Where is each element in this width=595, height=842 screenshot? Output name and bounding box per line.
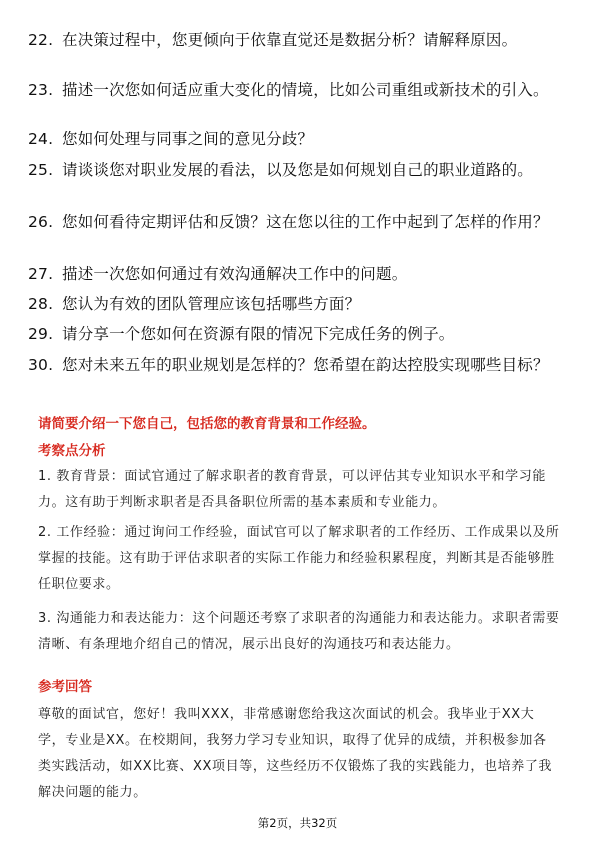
analysis-heading: 考察点分析 [38, 443, 106, 459]
analysis-point-2: 2. 工作经验：通过询问工作经验，面试官可以了解求职者的工作经历、工作成果以及所掌握的技能。这有助于评估求职者的实际工作能力和经验积累程度，判断其是否能够胜任职位要求。 [38, 525, 560, 592]
analysis-point-3: 3. 沟通能力和表达能力：这个问题还考察了求职者的沟通能力和表达能力。求职者需要清晰、有条理地介绍自己的情况，展示出良好的沟通技巧和表达能力。 [38, 611, 560, 652]
question-number: 30. [28, 356, 54, 374]
question-28 [28, 292, 568, 316]
question-23 [28, 78, 568, 102]
question-number: 23. [28, 81, 54, 99]
question-27 [28, 262, 568, 286]
question-22 [28, 28, 568, 52]
question-number: 22. [28, 31, 54, 49]
question-text: 描述一次您如何通过有效沟通解决工作中的问题。 [62, 265, 408, 283]
page-footer: 第2页，共32页 [257, 816, 338, 830]
question-text: 请分享一个您如何在资源有限的情况下完成任务的例子。 [62, 325, 455, 343]
question-number: 27. [28, 265, 54, 283]
analysis-point-1: 1. 教育背景：面试官通过了解求职者的教育背景，可以评估其专业知识水平和学习能力。这有助于判断求职者是否具备职位所需的基本素质和专业能力。 [38, 469, 546, 510]
question-number: 29. [28, 325, 54, 343]
answer-text: 尊敬的面试官，您好！我叫XXX，非常感谢您给我这次面试的机会。我毕业于XX大学，专业是XX。在校期间，我努力学习专业知识，取得了优异的成绩，并积极参加各类实践活动，如XX比赛、XX项目等，这些经历不仅锻炼了我的实践能力，也培养了我解决问题的能力。 [38, 707, 553, 800]
question-text: 您如何看待定期评估和反馈？这在您以往的工作中起到了怎样的作用？ [62, 213, 549, 231]
question-text: 描述一次您如何适应重大变化的情境，比如公司重组或新技术的引入。 [62, 81, 549, 99]
question-heading: 请简要介绍一下您自己，包括您的教育背景和工作经验。 [38, 416, 376, 432]
question-number: 25. [28, 161, 54, 179]
question-25 [28, 158, 568, 182]
question-29 [28, 322, 568, 346]
answer-heading: 参考回答 [38, 679, 92, 695]
question-text: 请谈谈您对职业发展的看法，以及您是如何规划自己的职业道路的。 [62, 161, 534, 179]
question-text: 您如何处理与同事之间的意见分歧？ [62, 130, 314, 148]
question-number: 24. [28, 130, 54, 148]
question-text: 您认为有效的团队管理应该包括哪些方面？ [62, 295, 361, 313]
question-24 [28, 127, 568, 151]
question-text: 您对未来五年的职业规划是怎样的？您希望在韵达控股实现哪些目标？ [62, 356, 549, 374]
question-number: 26. [28, 213, 54, 231]
question-26 [28, 210, 568, 234]
question-30 [28, 353, 568, 377]
question-number: 28. [28, 295, 54, 313]
question-text: 在决策过程中，您更倾向于依靠直觉还是数据分析？请解释原因。 [62, 31, 518, 49]
